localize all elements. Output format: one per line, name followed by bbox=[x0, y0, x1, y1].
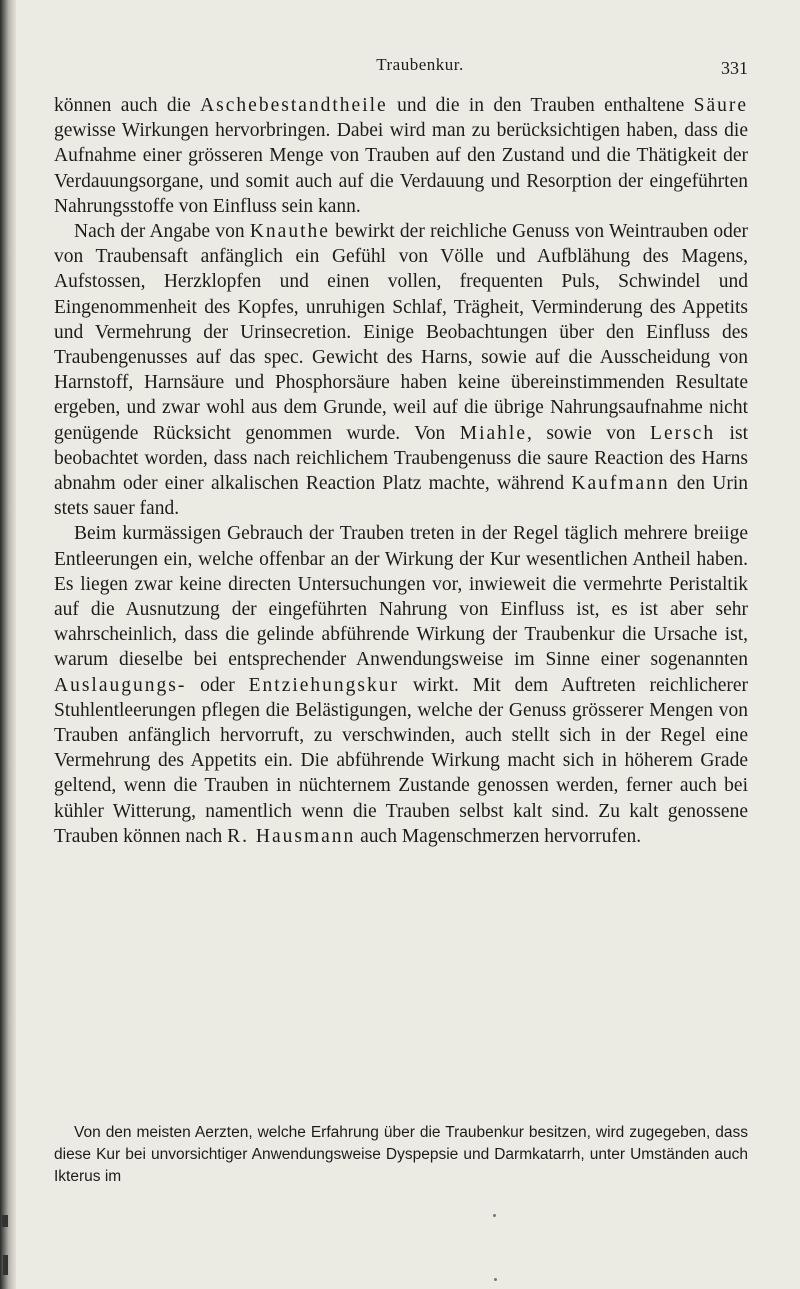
text-run: gewisse Wirkungen hervorbringen. Dabei wird man zu berücksichtigen haben, dass die Aufnahme einer grösseren Menge von Trauben auf den Zustand und die Thätigkeit der Verdauungsorgane, und somit auch auf die Verdauung und Resorption der eingeführten Nahrungsstoffe von Einfluss sein kann. bbox=[54, 120, 748, 217]
emphasized-name: Auslaugungs- bbox=[54, 674, 187, 696]
emphasized-name: Lersch bbox=[650, 422, 716, 444]
footnote bbox=[54, 1122, 748, 1188]
text-run: Nach der Angabe von bbox=[74, 221, 250, 243]
emphasized-name: Entziehungskur bbox=[248, 674, 399, 696]
emphasized-name: Kaufmann bbox=[571, 473, 670, 495]
emphasized-name: R. Hausmann bbox=[227, 825, 356, 847]
text-run: , sowie von bbox=[527, 422, 651, 444]
text-run: wirkt. Mit dem Auftreten reichlicherer Stuhlentleerungen pflegen die Belästigungen, welche der Genuss grösserer Mengen von Trauben anfänglich hervorruft, zu verschwinden, auch stellt sich in der Regel eine Vermehrung des Appetits ein. Die abführende Wirkung macht sich in höherem Grade geltend, wenn die Trauben in nüchternem Zustande genossen werden, ferner auch bei kühler Witterung, namentlich wenn die Trauben selbst kalt sind. Zu kalt genossene Trauben können nach bbox=[54, 674, 748, 847]
text-run: ist beobachtet worden, dass nach reichlichem Traubengenuss die saure Reaction des Harns abnahm oder einer alkalischen Reaction Platz machte, während bbox=[54, 422, 748, 495]
running-title: Traubenkur. bbox=[376, 55, 464, 74]
emphasized-name: Miahle bbox=[459, 422, 527, 444]
text-run: und die in den Trauben enthaltene bbox=[387, 95, 694, 116]
paragraph bbox=[54, 93, 748, 219]
paragraph bbox=[54, 219, 748, 521]
text-run: auch Magenschmerzen hervorrufen. bbox=[355, 825, 642, 847]
paragraph bbox=[54, 521, 748, 849]
paper-speck bbox=[493, 1214, 496, 1217]
footnote-text: Von den meisten Aerzten, welche Erfahrung über die Traubenkur besitzen, wird zugegeben, dass diese Kur bei unvorsichtiger Anwendungsweise Dyspepsie und Darmkatarrh, unter Umständen auch Ikterus im bbox=[54, 1124, 748, 1185]
binding-mark bbox=[2, 1215, 8, 1227]
page-binding-edge bbox=[0, 0, 16, 1289]
body-text bbox=[54, 93, 748, 849]
emphasized-name: Säure bbox=[693, 95, 748, 116]
emphasized-name: Aschebestandtheile bbox=[200, 95, 388, 116]
text-run: Beim kurmässigen Gebrauch der Trauben treten in der Regel täglich mehrere breiige Entleerungen ein, welche offenbar an der Wirkung der Kur wesentlichen Antheil haben. Es liegen zwar keine directen Untersuchungen vor, inwieweit die vermehrte Peristaltik auf die Ausnutzung der eingeführten Nahrung von Einfluss ist, es ist aber sehr wahrscheinlich, dass die gelinde abführende Wirkung der Traubenkur die Ursache ist, warum dieselbe bei entsprechender Anwendungsweise im Sinne einer sogenannten bbox=[54, 523, 748, 671]
paper-speck bbox=[494, 1278, 497, 1281]
page-header bbox=[55, 55, 785, 85]
binding-mark bbox=[3, 1255, 8, 1275]
text-run: oder bbox=[186, 674, 249, 696]
text-run: können auch die bbox=[54, 95, 201, 116]
text-run: bewirkt der reichliche Genuss von Weintrauben oder von Traubensaft anfänglich ein Gefühl von Völle und Aufblähung des Magens, Aufstossen, Herzklopfen und einen vollen, frequenten Puls, Schwindel und Eingenommenheit des Kopfes, unruhigen Schlaf, Trägheit, Verminderung des Appetits und Vermehrung der Urinsecretion. Einige Beobachtungen über den Einfluss des Traubengenusses auf das spec. Gewicht des Harns, sowie auf die Ausscheidung von Harnstoff, Harnsäure und Phosphorsäure haben keine übereinstimmenden Resultate ergeben, und zwar wohl aus dem Grunde, weil auf die übrige Nahrungsaufnahme nicht genügende Rücksicht genommen wurde. Von bbox=[54, 221, 749, 444]
text-run: den Urin stets sauer fand. bbox=[54, 473, 748, 520]
emphasized-name: Knauthe bbox=[249, 221, 330, 243]
page-number: 331 bbox=[721, 58, 748, 78]
